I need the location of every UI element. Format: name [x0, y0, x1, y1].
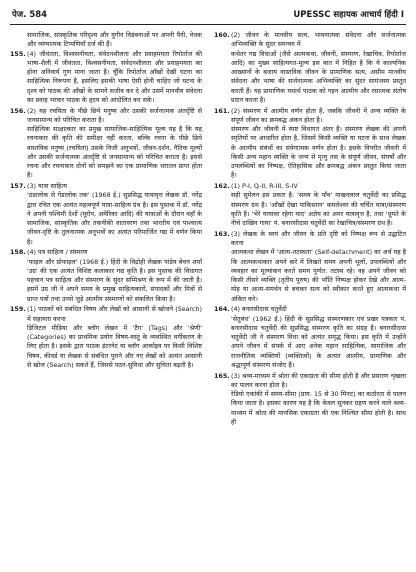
answer-paragraph: 'ठंडालोक से गेंडालोक तक' (1968 ई.) सुप्रसिद्ध यात्रावृत्त लेखक डॉ. नगेंद्र द्वारा रचित एक अत्यंत महत्वपूर्ण यात्रा-साहित्य ग्रंथ है। इस पुस्तक में डॉ. नगेंद्र ने अपनी पश्चिमी देशों (यूरोप, अमेरिका आदि) की यात्राओं के दौरान वहाँ के सामाजिक, सांस्कृतिक और तकनीकी वातावरण तथा भारतीय एवं पाश्चात्य जीवन-दृष्टि के तुलनात्मक अनुभवों का अत्यंत परिमार्जित गद्य में वर्णन किया है।	[27, 192, 202, 246]
answer-item	[10, 182, 202, 247]
answer-option: (2) संस्मरण में आत्मीय वर्णन होता है, जबकि जीवनी में अन्य व्यक्ति के संपूर्ण जीवन का क्रमबद्ध अंकन होता है।	[231, 107, 406, 124]
answer-body	[27, 182, 202, 247]
answer-paragraph: 'सेतुबंध' (1962 ई.) हिंदी के सुप्रसिद्ध संस्मरणकार एवं प्रखर पत्रकार पं. बनारसीदास चतुर्वेदी की सुप्रसिद्ध संस्मरण कृति का संग्रह है। बनारसीदास चतुर्वेदी जी ने संस्मरण विधा को अत्यंत समृद्ध किया। इस कृति में उन्होंने अपने जीवन में संपर्क में आए अनेक महान साहित्यिक, सामाजिक और राजनीतिक व्यक्तियों (व्यक्तित्वों) के अत्यंत आत्मीय, प्रामाणिक और श्रद्धापूर्ण संस्मरण संजोए हैं।	[231, 315, 406, 369]
answer-number: 161.	[214, 107, 230, 115]
answer-number: 163.	[214, 230, 230, 238]
book-title: UPESSC सहायक आचार्य हिंदी I	[293, 10, 404, 20]
answer-number: 158.	[10, 249, 26, 257]
answer-paragraph: रेडियो एकांकी में समय-सीमा (प्राय: 15 से 30 मिनट) का कठोरता से पालन किया जाता है। इसका कारण यह है कि केवल सुनकर ग्रहण करने वाले श्रव्य-माध्यम में श्रोता की मानसिक एकाग्रता की एक निश्चित सीमा होती है। साथ ही	[231, 391, 406, 426]
answer-item	[214, 107, 406, 181]
page-number: पेज. 584	[12, 10, 48, 20]
continuation-text: सामाजिक, सांस्कृतिक परिदृश्य और युगीन विडंबनाओं पर अपनी पैनी, वेधक और व्यंग्यात्मक टिप्पणियाँ दर्ज की हैं।	[27, 32, 202, 49]
answer-item	[10, 248, 202, 304]
answer-option: (1) पाठकों को संबंधित विषय और लेखों को आसानी से खोजने (Search) में सहायता करना	[27, 306, 202, 323]
answer-number: 160.	[214, 32, 230, 39]
answer-number: 157.	[10, 183, 26, 190]
answer-body	[231, 230, 406, 304]
answer-body	[231, 107, 406, 181]
answer-paragraph: संस्मरण और जीवनी में स्पष्ट विधागत अंतर है। संस्मरण लेखक की अपनी स्मृतियों पर आधारित होता है, जिसमें किसी व्यक्ति या घटना के साथ लेखक के आत्मीय संबंधों का संवेगात्मक वर्णन होता है। इसके विपरीत जीवनी में किसी अन्य महान व्यक्ति के जन्म से मृत्यु तक के संपूर्ण जीवन, संघर्षों और उपलब्धियों का निष्पक्ष, ऐतिहासिक और क्रमबद्ध अंकन प्रस्तुत किया जाता है।	[231, 126, 406, 180]
answer-number: 159.	[10, 306, 26, 314]
answer-body	[27, 50, 202, 106]
answer-paragraph: (4) जीवंतता, विश्वसनीयता, संवेदनशीलता और प्रवाहमयता रिपोर्ताज की भाषा-शैली में जीवंतता, विश्वसनीयता, संवेदनशीलता और प्रवाहमयता का होना अनिवार्य गुण माना जाता है। चूँकि रिपोर्ताज आँखों देखी घटना का साहित्यिक निरूपण है, इसलिए इसकी भाषा ऐसी होनी चाहिए जो घटना के दृश्य को पाठक की आँखों के सामने सजीव कर दे और उसमें मानवीय संवेदना का प्रवाह भरकर पाठक के हृदय को आंदोलित कर सके।	[27, 50, 202, 104]
answer-body	[27, 305, 202, 370]
left-column	[10, 31, 202, 429]
two-column-body	[10, 31, 406, 429]
answer-option: (2) जीवन के मानवीय सत्य, भावनात्मक संवेदना और सर्जनात्मक अभिव्यक्ति के सुंदर समन्वय में	[231, 32, 406, 49]
answer-body	[231, 182, 406, 228]
answer-paragraph: कथेतर गद्य विधाओं (जैसे आत्मकथा, जीवनी, संस्मरण, रेखाचित्र, रिपोर्ताज आदि) का मुख्य साहित्यगत-मूल्य इस बात में निहित है कि ये काल्पनिक आख्यानों के बजाय वास्तविक जीवन के प्रामाणिक सत्य, असीम मानवीय संवेदना और भाषा की सर्जनात्मक अभिव्यक्ति का सुंदर सामंजस्य प्रस्तुत करती हैं। यह प्रामाणिक यथार्थ पाठक को गहन आत्मीय और रसात्मक संतोष प्रदान करता है।	[231, 50, 406, 104]
answer-item	[10, 50, 202, 106]
answer-item	[214, 31, 406, 105]
answer-body	[231, 31, 406, 105]
answer-number: 162.	[214, 183, 230, 190]
answer-item	[10, 107, 202, 181]
answer-number: 156.	[10, 107, 26, 115]
answer-item	[214, 372, 406, 428]
answer-body	[27, 107, 202, 181]
answer-option: (3) लेखक के स्वयं और जीवन के प्रति दृष्टि को निष्पक्ष रूप से उद्घाटित करना	[231, 230, 406, 247]
answer-option: (2) यह रचयिता के पीछे छिपे मनुष्य और उसकी सर्जनात्मक अंतर्दृष्टि से जनसामान्य को परिचित कराता है।	[27, 107, 202, 124]
answer-item	[214, 182, 406, 228]
answer-option: (4) बनारसीदास चतुर्वेदी	[231, 306, 287, 314]
answer-option: (1) P-I, Q-II, R-III, S-IV	[231, 183, 298, 190]
answer-paragraph: सही सुमेलन इस प्रकार है: 'समय के पाँव' माखनलाल चतुर्वेदी का प्रसिद्ध संस्मरण ग्रंथ है। 'आँखों देखा पाकिस्तान' कमलेश्वर की चर्चित यात्रा/संस्मरण कृति है। 'भेरे यायावर रहेगा याद' अज्ञेय का अमर यात्रावृत्त है, तथा 'धूमते के नीचे दाखिन गाया' पं. बनारसीदास चतुर्वेदी का रेखाचित्र/संस्मरण ग्रंथ है।	[231, 192, 406, 227]
right-column	[214, 31, 406, 429]
answer-body	[231, 305, 406, 370]
answer-number: 155.	[10, 50, 26, 58]
answer-number: 164.	[214, 306, 230, 314]
answer-paragraph: डिजिटल मीडिया और ब्लॉग लेखन में 'टैग' (Tags) और 'श्रेणी' (Categories) का प्राथमिक प्रयोग विषय-वस्तु के व्यवस्थित वर्गीकरण के लिए होता है। इसके द्वारा पाठक इंटरनेट या ब्लॉग आर्काइव पर किसी विशिष्ट विषय, कीवर्ड या लेखक से संबंधित पुराने और नए लेखों को अत्यंत आसानी से खोज (Search) सकते हैं, जिससे पठन-सुविधा और सुचिता बढ़ती है।	[27, 324, 202, 369]
answer-option: (4) पत्र साहित्य / संस्मरण	[27, 249, 88, 257]
answer-item	[214, 305, 406, 370]
answer-number: 165.	[214, 372, 230, 380]
answer-option: (3) यात्रा साहित्य	[27, 183, 67, 190]
page-header	[10, 6, 406, 25]
answer-item	[214, 230, 406, 304]
answer-body	[27, 248, 202, 304]
answer-body	[231, 372, 406, 428]
answer-paragraph: साहित्यिक साक्षात्कार का प्रमुख सामाजिक-साहित्यिक मूल्य यह है कि यह रचनाकार की कृति की समीक्षा नहीं करता, बल्कि रचना के पीछे छिपे वास्तविक मनुष्य (रचयिता) उसके निजी अनुभवों, जीवन-दर्शन, नैतिक मूल्यों और उसकी सर्जनात्मक अंतर्दृष्टि से जनसामान्य को परिचित कराता है। इससे रचना और रचनाकार दोनों को समझने का एक प्रामाणिक धरातल प्राप्त होता है।	[27, 126, 202, 180]
answer-paragraph: 'फाइल और प्रोफाइल' (1968 ई.) हिंदी के विद्रोही लेखक पांडेय बेचन शर्मा 'उग्र' की एक अत्यंत विशिष्ट कलाकार गद्य कृति है। इस पुस्तक की विधागत पहचान पत्र साहित्य और संस्मरण के सुंदर सम्मिश्रण के रूप में की जाती है। इसमें उग्र जी ने अपने समय के प्रमुख साहित्यकारों, संपादकों और मित्रों से प्राप्त पत्रों तथा उनसे जुड़े आत्मीय संस्मरणों को संकलित किया है।	[27, 258, 202, 303]
answer-option: (3) श्रव्य-माध्यम में श्रोता की एकाग्रता की सीमा होती है और प्रसारण शृंखला का पालन करना होता है।	[231, 372, 406, 389]
answer-paragraph: आत्मकथा लेखन में 'आत्म-तटस्थता' (Self-detachment) का अर्थ यह है कि आत्मकथाकार अपने बारे में लिखते समय अपनी भूलों, उपलब्धियों और व्यवहार का मूल्यांकन करते समय पूर्णत: तटस्थ रहे। वह अपने जीवन को किसी तीसरे व्यक्ति (तृतीय पुरुष) की भाँति निष्पक्ष होकर देखे और आत्म-मोह या आत्म-समर्थन से बचकर सत्य को स्वीकार करते हुए आत्मकथा में अंकित करे।	[231, 249, 406, 303]
answer-item	[10, 305, 202, 370]
